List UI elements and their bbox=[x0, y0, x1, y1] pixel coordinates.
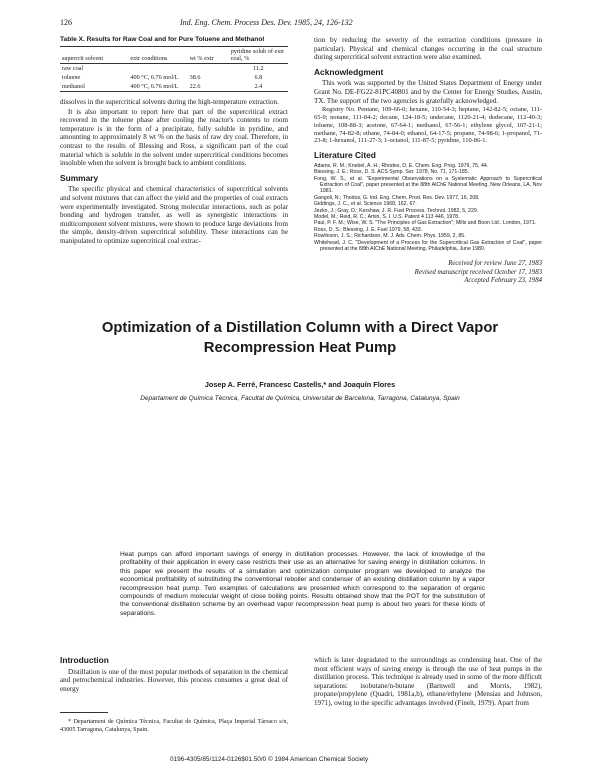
table-cell: 2.4 bbox=[254, 83, 263, 90]
table-cell: 22.6 bbox=[189, 83, 201, 90]
journal-citation: Ind. Eng. Chem. Process Des. Dev. 1985, 24, 126-132 bbox=[180, 18, 353, 27]
abstract: Heat pumps can afford important savings of energy in distillation processes. However, the lack of knowledge of the profitability of their application in every case restricts their use as an alternative for saving energy in distillation columns. In this paper we present the results of a simulation and optimization computer program we developed to analyze the economical profitability of substituting the conventional reboiler and condenser of an existing distillation column by a vapor recompression heat pump. Two examples of calculations are presented which correspond to the separation of organic compounds of medium molecular weight of close boiling points. Results obtained show that the POT for the substitution of the conventional distillation scheme by an overhead vapor recompression heat pump is about two years for these kinds of separations. bbox=[120, 551, 485, 617]
revised-line: Revised manuscript received October 17, 1983 bbox=[414, 268, 542, 276]
table-cell: toluene bbox=[62, 74, 81, 81]
footnote-text: * Departament de Química Tècnica, Facultat de Química, Plaça Imperial Tàrraco s/n, 43005 Tarragona, Catalunya, Spain. bbox=[60, 718, 288, 733]
table-row bbox=[60, 82, 288, 92]
results-table bbox=[60, 46, 288, 92]
literature-heading: Literature Cited bbox=[314, 150, 376, 161]
received-dates bbox=[314, 260, 542, 285]
article-title bbox=[60, 318, 540, 358]
reference-item: Adams, R. M.; Knebel, A. H.; Rhodes, D. E. Chem. Eng. Prog. 1979, 75, 44. bbox=[314, 162, 489, 169]
page-number: 126 bbox=[60, 18, 72, 27]
table-cell: 6.8 bbox=[254, 74, 263, 81]
col-header: extr conditions bbox=[130, 55, 168, 62]
paragraph: dissolves in the supercritical solvents during the high-temperature extraction. bbox=[60, 98, 279, 106]
table-caption: Table X. Results for Raw Coal and for Pure Toluene and Methanol bbox=[60, 36, 265, 43]
table-cell bbox=[188, 64, 229, 74]
reference-item: Gangoli, N.; Thodos, G. Ind. Eng. Chem. Prod. Res. Dev. 1977, 16, 208. bbox=[314, 194, 480, 201]
registry-numbers: Registry No. Pentane, 109-66-0; hexane, 110-54-3; heptane, 142-82-5; octane, 111-65-9; nonane, 111-84-2; decane, 124-18-5; undecane, 1120-21-4; dodecane, 112-40-3; toluene, 108-88-3; acetone, 67-64-1; methanol, 67-56-1; ethylene glycol, 107-21-1; methane, 74-82-8; ethane, 74-84-0; ethanol, 64-17-5; propane, 74-98-6; 1-propanol, 71-23-8; 1-hexanol, 111-27-3; 1-octanol, 111-87-5; pyridine, 110-86-1. bbox=[314, 106, 542, 145]
paragraph: This work was supported by the United States Department of Energy under Grant No. DE-FG22-81PC40801 and by the Center for Energy Studies, Austin, TX. The support of the two agencies is gratefully acknowledged. bbox=[314, 79, 542, 105]
reference-item: Giddings, J. C., et al. Science 1968, 162, 67. bbox=[314, 201, 417, 208]
table-cell: 400 °C, 6.76 mol/L bbox=[130, 74, 179, 81]
paragraph: Distillation is one of the most popular methods of separation in the chemical and petrochemical industries. However, this process consumes a great deal of energy bbox=[60, 667, 288, 693]
left-column bbox=[60, 36, 288, 247]
footnote bbox=[60, 718, 288, 734]
paragraph: which is later degradated to the surroundings as condensing heat. One of the most efficient ways of saving energy is through the use of heat pumps in the distillation process. This technique is already used in some of the more difficult separations: isobutane/n-butane (Barnwell and Morris, 1982), propane/propylene (Quadri, 1981a,b), ethane/ethylene (Mensias and Johnson, 1971), owing to the specific advantages involved (Finelt, 1979). Apart from bbox=[314, 656, 542, 707]
table-header-row bbox=[60, 47, 288, 64]
col-header: pyridine solub of extr coal, % bbox=[230, 48, 285, 62]
author-list: Josep A. Ferré, Francesc Castells,* and Joaquín Flores bbox=[204, 380, 396, 389]
right-column bbox=[314, 36, 542, 286]
reference-item: Fong, W. S., et al. "Experimental Observations on a Systematic Approach to Supercritical Extraction of Coal", paper presented at the 88th AIChE National Meeting, New Orleans, LA, Nov 1981. bbox=[314, 175, 542, 195]
copyright-line: 0196-4305/85/1124-0126$01.50/0 © 1984 American Chemical Society bbox=[170, 756, 369, 763]
summary-heading: Summary bbox=[60, 172, 99, 183]
reference-item: Paul, P. F. M.; Wise, W. S. "The Principles of Gas Extraction"; Mills and Boon Ltd.: London, 1971. bbox=[314, 220, 537, 227]
table-row bbox=[60, 73, 288, 82]
affiliation: Departament de Química Tècnica, Facultat de Química, Universitat de Barcelona, Tarragona, Catalunya, Spain bbox=[140, 395, 460, 402]
reference-item: Model, M.; Reid, R. C.; Amin, S. I. U.S. Patent 4 113 446, 1978. bbox=[314, 213, 460, 220]
reference-item: Ross, D. S.; Blessing, J. E. Fuel 1979, 58, 433. bbox=[314, 226, 423, 233]
reference-item: Whitehead, J. C. "Development of a Process for the Supercritical Gas Extraction of Coal", paper presented at the 88th AIChE National Meeting, Philadelphia, June 1980. bbox=[314, 239, 542, 253]
paragraph: It is also important to report here that part of the supercritical extract recovered in the toluene phase after cooling the reactor's contents to room temperature is in the form of a precipitate, fully soluble in pyridine, and amounting to approximately 8 wt % on the basis of raw dry coal. Therefore, in contrast to the results of Blessing and Ross, a significant part of the coal material which is soluble in the solvent under supercritical conditions becomes insoluble when the solvent is brought back to ambient conditions. bbox=[60, 107, 288, 168]
col-header: supercrit solvent bbox=[62, 55, 104, 62]
intro-left-column bbox=[60, 656, 288, 694]
reference-item: Jezko, J.; Gray, D.; Kershaw, J. R. Fuel Process. Technol. 1982, 5, 229. bbox=[314, 207, 479, 214]
acknowledgment-heading: Acknowledgment bbox=[314, 66, 384, 77]
intro-right-column bbox=[314, 656, 542, 709]
title-line: Recompression Heat Pump bbox=[203, 340, 397, 356]
reference-list bbox=[314, 163, 542, 253]
table-cell: raw coal bbox=[62, 65, 84, 72]
footnote-rule bbox=[60, 712, 108, 713]
reference-item: Blessing, J. E.; Ross, D. S. ACS Symp. Ser. 1978, No. 71, 171-185. bbox=[314, 169, 470, 176]
table-row bbox=[60, 64, 288, 74]
paragraph: tion by reducing the severity of the extraction conditions (pressure in particular). Physical and chemical changes occurring in the coal structure during supercritical solvent extraction were also examined. bbox=[314, 36, 542, 62]
introduction-heading: Introduction bbox=[60, 655, 109, 665]
table-cell: 11.2 bbox=[253, 65, 264, 72]
title-line: Optimization of a Distillation Column with a Direct Vapor bbox=[101, 320, 499, 336]
paragraph: The specific physical and chemical characteristics of supercritical solvents and solvent mixtures that can affect the yield and the properties of coal extracts were experimentally investigated. Strong molecular interactions, such as polar bonding and hydrogen transfer, as well as synergistic interactions in multicomponent solvent mixtures, were shown to produce large deviations from the simple, density-driven supercritical solubility. These interactions can be manipulated to optimize supercritical coal extrac- bbox=[60, 185, 288, 245]
reference-item: Rowlinson, J. S.; Richardson, M. J. Adv. Chem. Phys. 1959, 2, 85. bbox=[314, 233, 466, 240]
table-cell: 400 °C, 6.76 mol/L bbox=[130, 83, 179, 90]
col-header: wt % extr bbox=[189, 55, 214, 62]
table-cell: 38.6 bbox=[189, 74, 201, 81]
table-cell: methanol bbox=[62, 83, 86, 90]
received-line: Received for review June 27, 1983 bbox=[448, 260, 542, 268]
accepted-line: Accepted February 23, 1984 bbox=[464, 277, 542, 285]
table-cell bbox=[128, 64, 187, 74]
